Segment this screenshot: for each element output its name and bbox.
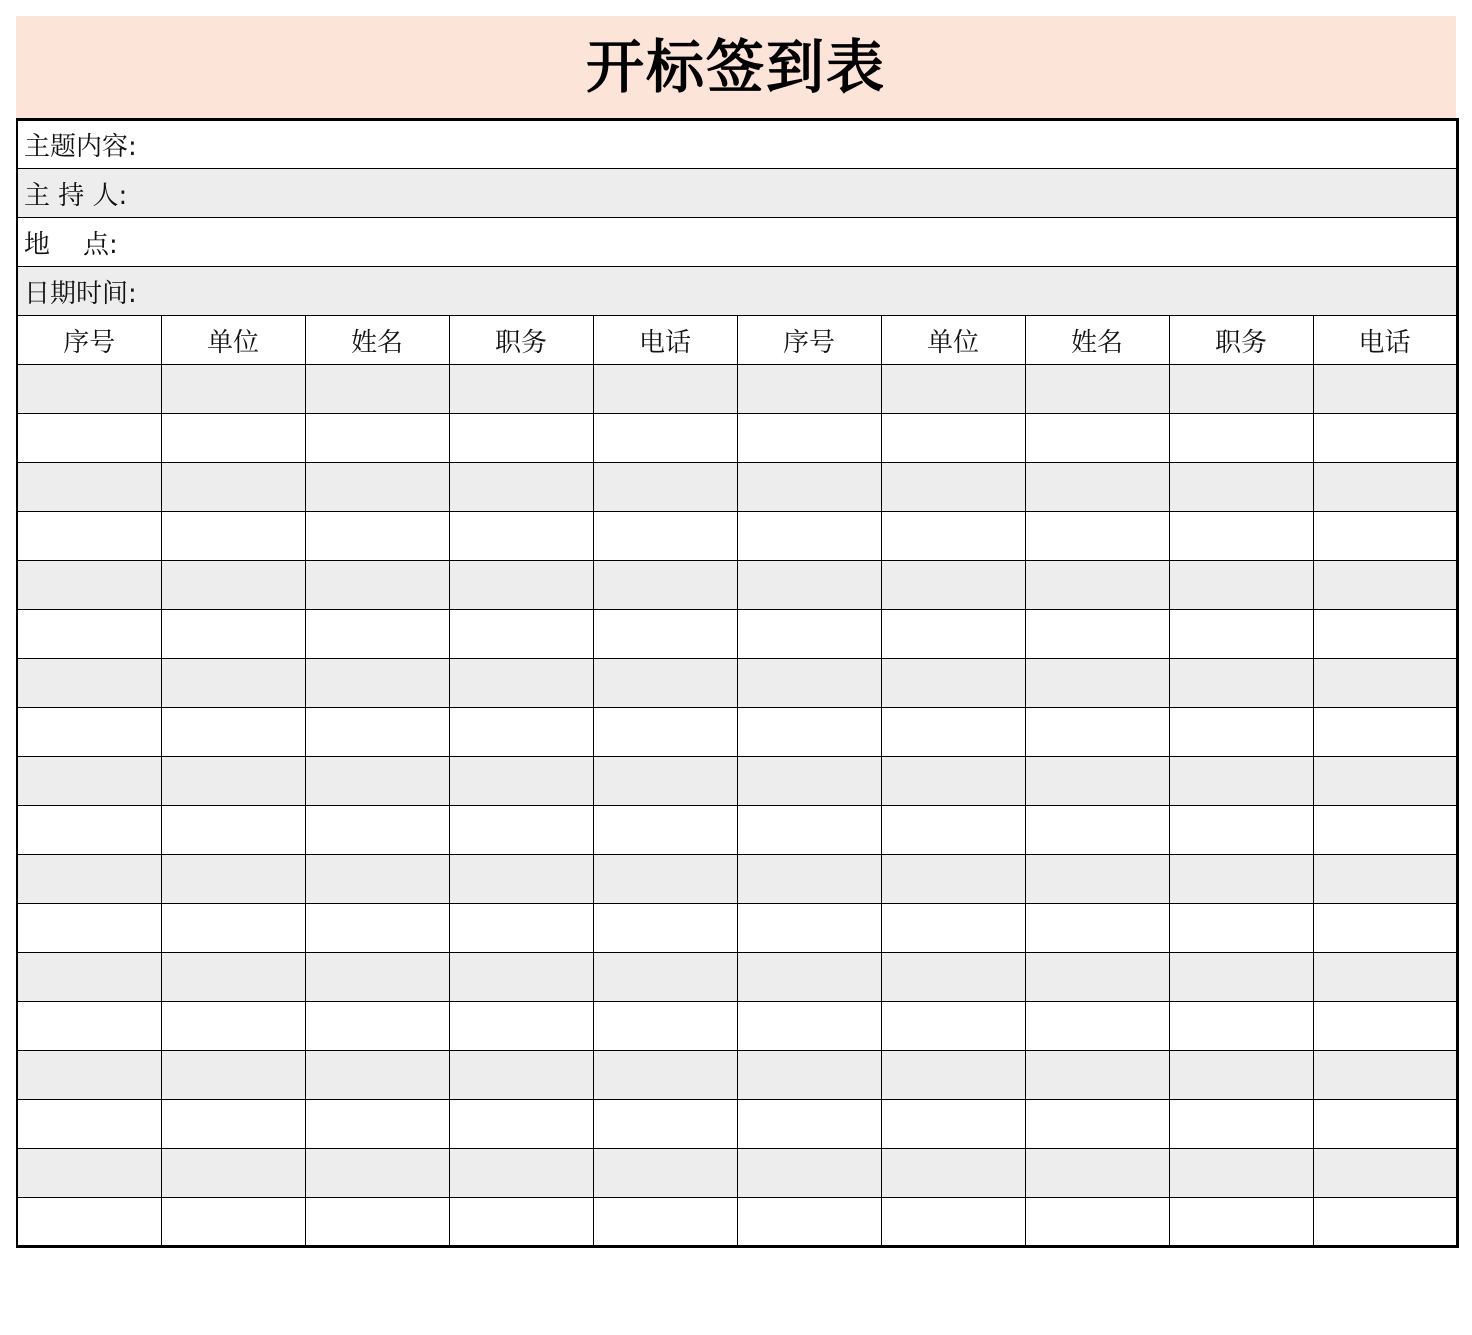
- table-cell[interactable]: [1169, 708, 1313, 757]
- table-cell[interactable]: [161, 463, 305, 512]
- table-cell[interactable]: [593, 1002, 737, 1051]
- table-cell[interactable]: [161, 1198, 305, 1247]
- location-label[interactable]: 地 点:: [17, 218, 1457, 267]
- info-row-host: [17, 169, 1457, 218]
- table-cell[interactable]: [1169, 659, 1313, 708]
- table-cell[interactable]: [1025, 463, 1169, 512]
- table-cell[interactable]: [1313, 659, 1457, 708]
- table-cell[interactable]: [737, 904, 881, 953]
- table-cell[interactable]: [17, 1002, 161, 1051]
- table-cell[interactable]: [449, 414, 593, 463]
- table-cell[interactable]: [161, 512, 305, 561]
- table-cell[interactable]: [161, 1002, 305, 1051]
- table-cell[interactable]: [449, 953, 593, 1002]
- table-row: [17, 953, 1457, 1002]
- table-cell[interactable]: [161, 610, 305, 659]
- table-cell[interactable]: [593, 463, 737, 512]
- table-cell[interactable]: [1169, 855, 1313, 904]
- table-cell[interactable]: [161, 1051, 305, 1100]
- table-cell[interactable]: [17, 708, 161, 757]
- table-cell[interactable]: [881, 512, 1025, 561]
- table-cell[interactable]: [593, 414, 737, 463]
- table-cell[interactable]: [305, 610, 449, 659]
- table-cell[interactable]: [17, 757, 161, 806]
- table-cell[interactable]: [1313, 1149, 1457, 1198]
- table-row: [17, 414, 1457, 463]
- table-cell[interactable]: [1169, 1051, 1313, 1100]
- table-cell[interactable]: [305, 1002, 449, 1051]
- table-cell[interactable]: [881, 855, 1025, 904]
- table-cell[interactable]: [593, 1149, 737, 1198]
- table-cell[interactable]: [305, 512, 449, 561]
- table-cell[interactable]: [1025, 512, 1169, 561]
- table-cell[interactable]: [1313, 806, 1457, 855]
- table-cell[interactable]: [1025, 757, 1169, 806]
- table-cell[interactable]: [17, 806, 161, 855]
- header-serial-1: 序号: [17, 316, 161, 365]
- table-cell[interactable]: [1313, 610, 1457, 659]
- table-cell[interactable]: [737, 1002, 881, 1051]
- table-cell[interactable]: [1025, 1149, 1169, 1198]
- table-cell[interactable]: [881, 561, 1025, 610]
- table-cell[interactable]: [1025, 414, 1169, 463]
- info-row-location: [17, 218, 1457, 267]
- table-cell[interactable]: [737, 1149, 881, 1198]
- table-row: [17, 659, 1457, 708]
- table-cell[interactable]: [1025, 610, 1169, 659]
- column-header-row: [17, 316, 1457, 365]
- table-cell[interactable]: [17, 953, 161, 1002]
- table-cell[interactable]: [881, 414, 1025, 463]
- table-cell[interactable]: [593, 561, 737, 610]
- table-cell[interactable]: [593, 659, 737, 708]
- host-label[interactable]: 主 持 人:: [17, 169, 1457, 218]
- table-cell[interactable]: [737, 1198, 881, 1247]
- table-cell[interactable]: [881, 806, 1025, 855]
- table-cell[interactable]: [737, 806, 881, 855]
- table-cell[interactable]: [161, 953, 305, 1002]
- table-cell[interactable]: [881, 953, 1025, 1002]
- table-cell[interactable]: [305, 365, 449, 414]
- table-cell[interactable]: [737, 659, 881, 708]
- table-cell[interactable]: [449, 365, 593, 414]
- table-cell[interactable]: [737, 1051, 881, 1100]
- table-cell[interactable]: [1025, 806, 1169, 855]
- table-row: [17, 610, 1457, 659]
- table-cell[interactable]: [593, 512, 737, 561]
- table-row: [17, 561, 1457, 610]
- header-serial-2: 序号: [737, 316, 881, 365]
- table-cell[interactable]: [881, 757, 1025, 806]
- table-cell[interactable]: [1313, 561, 1457, 610]
- table-cell[interactable]: [305, 659, 449, 708]
- header-name-1: 姓名: [305, 316, 449, 365]
- table-cell[interactable]: [593, 1100, 737, 1149]
- table-cell[interactable]: [1313, 365, 1457, 414]
- header-unit-2: 单位: [881, 316, 1025, 365]
- table-cell[interactable]: [449, 561, 593, 610]
- datetime-label[interactable]: 日期时间:: [17, 267, 1457, 316]
- table-cell[interactable]: [1025, 708, 1169, 757]
- table-cell[interactable]: [1313, 904, 1457, 953]
- table-cell[interactable]: [1025, 1002, 1169, 1051]
- table-cell[interactable]: [1313, 953, 1457, 1002]
- table-cell[interactable]: [593, 610, 737, 659]
- table-cell[interactable]: [305, 757, 449, 806]
- table-cell[interactable]: [1313, 708, 1457, 757]
- sign-in-table: [16, 118, 1459, 1248]
- table-cell[interactable]: [449, 757, 593, 806]
- table-cell[interactable]: [1025, 1198, 1169, 1247]
- table-cell[interactable]: [17, 512, 161, 561]
- table-cell[interactable]: [17, 1149, 161, 1198]
- table-cell[interactable]: [1313, 1100, 1457, 1149]
- table-cell[interactable]: [1313, 757, 1457, 806]
- table-cell[interactable]: [161, 855, 305, 904]
- table-row: [17, 1198, 1457, 1247]
- table-cell[interactable]: [737, 953, 881, 1002]
- table-cell[interactable]: [161, 1100, 305, 1149]
- header-position-1: 职务: [449, 316, 593, 365]
- table-cell[interactable]: [1169, 561, 1313, 610]
- table-cell[interactable]: [17, 1198, 161, 1247]
- table-cell[interactable]: [449, 708, 593, 757]
- table-cell[interactable]: [161, 904, 305, 953]
- table-cell[interactable]: [305, 953, 449, 1002]
- table-cell[interactable]: [1313, 855, 1457, 904]
- table-row: [17, 806, 1457, 855]
- table-cell[interactable]: [593, 1198, 737, 1247]
- header-unit-1: 单位: [161, 316, 305, 365]
- table-cell[interactable]: [449, 463, 593, 512]
- table-cell[interactable]: [881, 1051, 1025, 1100]
- table-cell[interactable]: [1025, 365, 1169, 414]
- table-cell[interactable]: [1169, 1149, 1313, 1198]
- table-cell[interactable]: [1169, 414, 1313, 463]
- table-cell[interactable]: [305, 414, 449, 463]
- table-row: [17, 708, 1457, 757]
- table-cell[interactable]: [1169, 904, 1313, 953]
- table-cell[interactable]: [161, 365, 305, 414]
- table-row: [17, 365, 1457, 414]
- table-cell[interactable]: [1025, 855, 1169, 904]
- table-cell[interactable]: [593, 855, 737, 904]
- table-cell[interactable]: [449, 512, 593, 561]
- table-cell[interactable]: [737, 757, 881, 806]
- table-row: [17, 1100, 1457, 1149]
- table-cell[interactable]: [449, 904, 593, 953]
- table-cell[interactable]: [593, 904, 737, 953]
- table-cell[interactable]: [17, 561, 161, 610]
- table-cell[interactable]: [737, 1100, 881, 1149]
- table-cell[interactable]: [17, 1051, 161, 1100]
- table-cell[interactable]: [1313, 512, 1457, 561]
- table-cell[interactable]: [17, 904, 161, 953]
- table-cell[interactable]: [161, 414, 305, 463]
- table-cell[interactable]: [1313, 463, 1457, 512]
- table-cell[interactable]: [449, 1149, 593, 1198]
- table-cell[interactable]: [737, 414, 881, 463]
- header-name-2: 姓名: [1025, 316, 1169, 365]
- table-cell[interactable]: [17, 463, 161, 512]
- table-cell[interactable]: [1169, 806, 1313, 855]
- table-cell[interactable]: [737, 463, 881, 512]
- table-cell[interactable]: [1025, 561, 1169, 610]
- table-cell[interactable]: [881, 1198, 1025, 1247]
- table-cell[interactable]: [1313, 1002, 1457, 1051]
- table-cell[interactable]: [881, 659, 1025, 708]
- table-cell[interactable]: [1313, 1198, 1457, 1247]
- table-row: [17, 463, 1457, 512]
- table-cell[interactable]: [161, 806, 305, 855]
- table-cell[interactable]: [1025, 1100, 1169, 1149]
- table-cell[interactable]: [1169, 365, 1313, 414]
- table-cell[interactable]: [449, 1198, 593, 1247]
- table-cell[interactable]: [593, 1051, 737, 1100]
- table-cell[interactable]: [305, 561, 449, 610]
- table-cell[interactable]: [305, 904, 449, 953]
- header-phone-2: 电话: [1313, 316, 1457, 365]
- table-cell[interactable]: [17, 659, 161, 708]
- table-cell[interactable]: [1169, 1100, 1313, 1149]
- table-cell[interactable]: [1169, 757, 1313, 806]
- table-cell[interactable]: [1169, 953, 1313, 1002]
- header-position-2: 职务: [1169, 316, 1313, 365]
- table-cell[interactable]: [1313, 414, 1457, 463]
- table-cell[interactable]: [161, 659, 305, 708]
- table-cell[interactable]: [881, 365, 1025, 414]
- info-row-topic: [17, 120, 1457, 169]
- table-cell[interactable]: [593, 953, 737, 1002]
- table-cell[interactable]: [449, 659, 593, 708]
- table-row: [17, 757, 1457, 806]
- table-cell[interactable]: [17, 365, 161, 414]
- table-cell[interactable]: [449, 1002, 593, 1051]
- table-cell[interactable]: [1169, 610, 1313, 659]
- table-cell[interactable]: [17, 1100, 161, 1149]
- table-cell[interactable]: [881, 708, 1025, 757]
- table-cell[interactable]: [17, 855, 161, 904]
- table-cell[interactable]: [17, 610, 161, 659]
- table-cell[interactable]: [1169, 1198, 1313, 1247]
- table-cell[interactable]: [161, 561, 305, 610]
- table-cell[interactable]: [1169, 1002, 1313, 1051]
- table-cell[interactable]: [305, 1198, 449, 1247]
- table-row: [17, 1051, 1457, 1100]
- table-cell[interactable]: [449, 610, 593, 659]
- table-cell[interactable]: [1025, 904, 1169, 953]
- table-cell[interactable]: [305, 806, 449, 855]
- table-cell[interactable]: [161, 1149, 305, 1198]
- table-cell[interactable]: [881, 610, 1025, 659]
- table-cell[interactable]: [305, 1149, 449, 1198]
- table-cell[interactable]: [305, 1100, 449, 1149]
- table-cell[interactable]: [17, 414, 161, 463]
- table-row: [17, 904, 1457, 953]
- table-cell[interactable]: [1313, 1051, 1457, 1100]
- table-cell[interactable]: [737, 365, 881, 414]
- sign-in-sheet: [16, 16, 1456, 1248]
- table-cell[interactable]: [305, 463, 449, 512]
- info-row-datetime: [17, 267, 1457, 316]
- table-row: [17, 1002, 1457, 1051]
- table-cell[interactable]: [881, 1149, 1025, 1198]
- table-cell[interactable]: [881, 904, 1025, 953]
- table-cell[interactable]: [305, 855, 449, 904]
- table-cell[interactable]: [1169, 463, 1313, 512]
- table-cell[interactable]: [881, 1100, 1025, 1149]
- table-cell[interactable]: [737, 855, 881, 904]
- table-row: [17, 512, 1457, 561]
- table-cell[interactable]: [593, 806, 737, 855]
- table-cell[interactable]: [593, 365, 737, 414]
- table-cell[interactable]: [161, 757, 305, 806]
- table-cell[interactable]: [161, 708, 305, 757]
- table-cell[interactable]: [305, 1051, 449, 1100]
- table-cell[interactable]: [737, 610, 881, 659]
- table-row: [17, 855, 1457, 904]
- table-cell[interactable]: [449, 1051, 593, 1100]
- table-cell[interactable]: [449, 1100, 593, 1149]
- title-band: [16, 16, 1456, 118]
- table-cell[interactable]: [1025, 953, 1169, 1002]
- table-cell[interactable]: [1169, 512, 1313, 561]
- table-cell[interactable]: [1025, 659, 1169, 708]
- table-cell[interactable]: [593, 757, 737, 806]
- table-row: [17, 1149, 1457, 1198]
- topic-label[interactable]: 主题内容:: [17, 120, 1457, 169]
- page-title: 开标签到表: [585, 33, 886, 101]
- header-phone-1: 电话: [593, 316, 737, 365]
- table-cell[interactable]: [881, 1002, 1025, 1051]
- table-cell[interactable]: [737, 561, 881, 610]
- table-cell[interactable]: [449, 806, 593, 855]
- table-cell[interactable]: [737, 708, 881, 757]
- table-cell[interactable]: [1025, 1051, 1169, 1100]
- table-cell[interactable]: [449, 855, 593, 904]
- table-cell[interactable]: [737, 512, 881, 561]
- table-cell[interactable]: [305, 708, 449, 757]
- table-cell[interactable]: [593, 708, 737, 757]
- table-cell[interactable]: [881, 463, 1025, 512]
